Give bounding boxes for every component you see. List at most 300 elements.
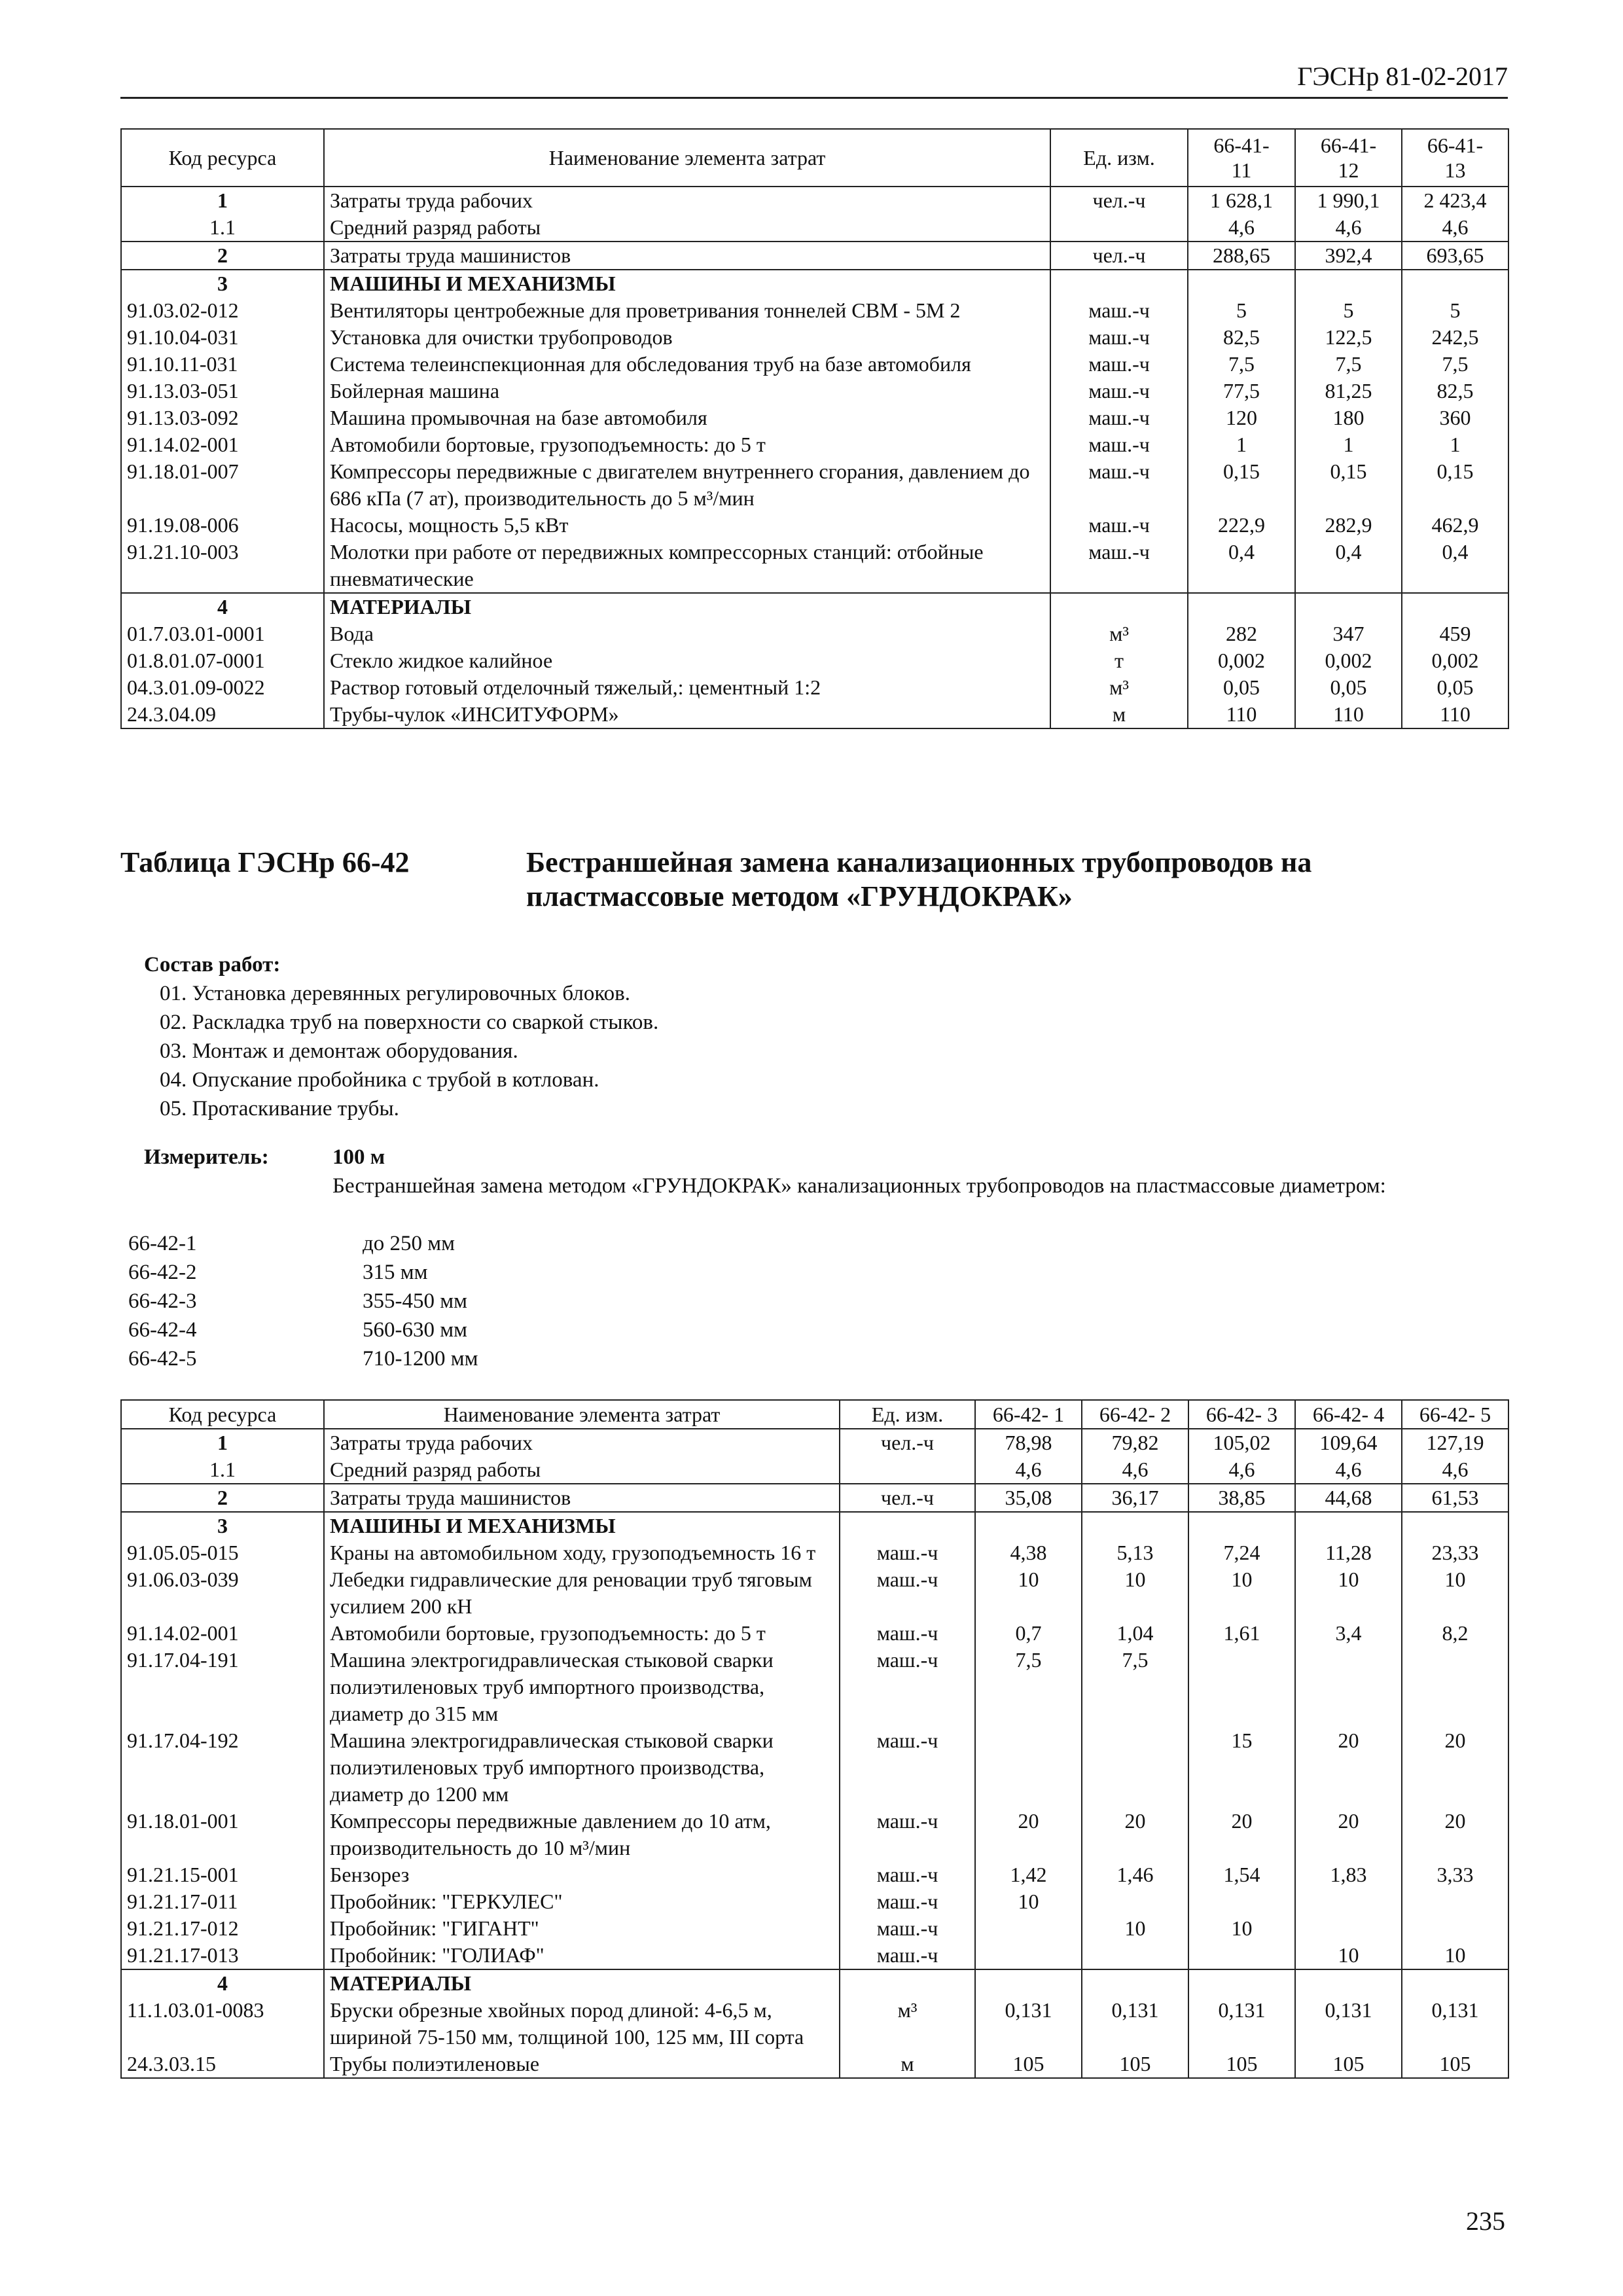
table-row <box>121 1566 1508 1620</box>
table-row <box>121 214 1508 242</box>
cell-value: 2 423,4 <box>1402 187 1508 214</box>
cell-value: 180 <box>1295 404 1402 431</box>
cell-value <box>1188 593 1295 620</box>
cell-code: 91.14.02-001 <box>121 431 324 458</box>
cell-value: 7,5 <box>1402 351 1508 378</box>
cell-name: МАТЕРИАЛЫ <box>324 593 1050 620</box>
col-header-unit: Ед. изм. <box>840 1400 975 1429</box>
running-header <box>120 63 1508 99</box>
variant-value: 355-450 мм <box>363 1289 468 1313</box>
cell-value <box>1402 1647 1508 1727</box>
col-header-variant: 66-41- 13 <box>1402 129 1508 187</box>
cell-value: 44,68 <box>1295 1484 1402 1512</box>
variant-code: 66-42-4 <box>128 1318 197 1342</box>
cell-value: 1,46 <box>1082 1861 1188 1888</box>
cell-value: 4,6 <box>1295 214 1402 242</box>
cell-value: 0,4 <box>1188 539 1295 593</box>
cell-value: 110 <box>1402 701 1508 728</box>
cell-value: 81,25 <box>1295 378 1402 404</box>
cell-value: 10 <box>975 1888 1082 1915</box>
section-row <box>121 242 1508 270</box>
cell-value: 4,6 <box>1402 214 1508 242</box>
cell-value: 3,4 <box>1295 1620 1402 1647</box>
cell-value: 282,9 <box>1295 512 1402 539</box>
cell-value <box>1188 1942 1295 1969</box>
table-row <box>121 512 1508 539</box>
cell-code: 91.13.03-051 <box>121 378 324 404</box>
cell-unit: маш.-ч <box>840 1539 975 1566</box>
cell-unit <box>840 1969 975 1997</box>
cell-unit: маш.-ч <box>840 1808 975 1861</box>
cell-name: Машина электрогидравлическая стыковой сварки полиэтиленовых труб импортного производства, диаметр до 315 мм <box>324 1647 840 1727</box>
cell-value <box>1402 593 1508 620</box>
section-row <box>121 593 1508 620</box>
cell-value: 1,83 <box>1295 1861 1402 1888</box>
cell-value <box>1402 1915 1508 1942</box>
cell-value: 222,9 <box>1188 512 1295 539</box>
cell-code: 1.1 <box>121 1456 324 1484</box>
cell-value: 10 <box>975 1566 1082 1620</box>
cell-value: 5 <box>1188 297 1295 324</box>
col-header-variant: 66-42- 2 <box>1082 1400 1188 1429</box>
cell-value: 7,5 <box>1295 351 1402 378</box>
cell-name: Компрессоры передвижные с двигателем внутреннего сгорания, давлением до 686 кПа (7 ат), производительность до 5 м³/мин <box>324 458 1050 512</box>
cell-name: Бруски обрезные хвойных пород длиной: 4-6,5 м, шириной 75-150 мм, толщиной 100, 125 мм, III сорта <box>324 1997 840 2051</box>
cell-name: Затраты труда машинистов <box>324 1484 840 1512</box>
works-item: 05. Протаскивание трубы. <box>160 1097 399 1121</box>
cell-value <box>1188 1969 1295 1997</box>
cell-value: 1,42 <box>975 1861 1082 1888</box>
works-item: 04. Опускание пробойника с трубой в котлован. <box>160 1068 599 1092</box>
variant-value: 315 мм <box>363 1261 428 1284</box>
cell-code: 4 <box>121 1969 324 1997</box>
cell-value: 10 <box>1188 1566 1295 1620</box>
cell-value <box>1402 1512 1508 1539</box>
cell-value: 7,24 <box>1188 1539 1295 1566</box>
cell-value: 4,6 <box>1188 214 1295 242</box>
cell-code: 91.21.15-001 <box>121 1861 324 1888</box>
cell-value <box>1295 1647 1402 1727</box>
cell-code: 91.21.10-003 <box>121 539 324 593</box>
cell-unit: м <box>1050 701 1188 728</box>
table-row <box>121 2051 1508 2078</box>
cell-value <box>1082 1969 1188 1997</box>
cell-code: 91.17.04-192 <box>121 1727 324 1808</box>
cell-value: 1 <box>1295 431 1402 458</box>
table-header-row <box>121 1400 1508 1429</box>
cell-code: 24.3.04.09 <box>121 701 324 728</box>
cell-unit <box>1050 270 1188 297</box>
cell-value: 61,53 <box>1402 1484 1508 1512</box>
cell-value: 122,5 <box>1295 324 1402 351</box>
cell-name: Стекло жидкое калийное <box>324 647 1050 674</box>
table-row <box>121 378 1508 404</box>
cell-name: Вода <box>324 620 1050 647</box>
cell-code: 91.21.17-011 <box>121 1888 324 1915</box>
cell-unit: маш.-ч <box>840 1620 975 1647</box>
cell-unit: маш.-ч <box>1050 297 1188 324</box>
cell-value: 0,131 <box>1295 1997 1402 2051</box>
cell-code: 3 <box>121 270 324 297</box>
cell-value: 0,131 <box>1188 1997 1295 2051</box>
cell-name: МАТЕРИАЛЫ <box>324 1969 840 1997</box>
cell-value <box>1082 1512 1188 1539</box>
table-body <box>121 187 1508 728</box>
col-header-variant: 66-41- 12 <box>1295 129 1402 187</box>
table-row <box>121 1647 1508 1727</box>
cell-value <box>1295 1969 1402 1997</box>
cell-unit: маш.-ч <box>1050 404 1188 431</box>
cell-value: 1,04 <box>1082 1620 1188 1647</box>
cell-value <box>1082 1888 1188 1915</box>
cell-value: 0,131 <box>1082 1997 1188 2051</box>
cell-code: 91.18.01-007 <box>121 458 324 512</box>
cell-value: 105,02 <box>1188 1429 1295 1456</box>
cell-value: 105 <box>1402 2051 1508 2078</box>
section-row <box>121 1484 1508 1512</box>
table-row <box>121 539 1508 593</box>
meter-description: Бестраншейная замена методом «ГРУНДОКРАК» канализационных трубопроводов на пластмассовые диаметром: <box>332 1174 1386 1198</box>
cell-value: 7,5 <box>975 1647 1082 1727</box>
table-row <box>121 404 1508 431</box>
table-code: Таблица ГЭСНр 66-42 <box>120 846 410 878</box>
cell-name: Затраты труда рабочих <box>324 187 1050 214</box>
cell-value: 3,33 <box>1402 1861 1508 1888</box>
cell-value: 4,6 <box>1295 1456 1402 1484</box>
cell-value: 10 <box>1082 1915 1188 1942</box>
table-row <box>121 458 1508 512</box>
section-row <box>121 270 1508 297</box>
cell-unit: м³ <box>1050 674 1188 701</box>
cell-value: 105 <box>1295 2051 1402 2078</box>
table-row <box>121 431 1508 458</box>
col-header-code: Код ресурса <box>121 1400 324 1429</box>
works-item: 02. Раскладка труб на поверхности со сваркой стыков. <box>160 1011 659 1034</box>
cell-value: 10 <box>1295 1942 1402 1969</box>
cell-value <box>1295 1512 1402 1539</box>
table-row <box>121 701 1508 728</box>
table-row <box>121 1456 1508 1484</box>
cell-value: 20 <box>1188 1808 1295 1861</box>
cell-name: Автомобили бортовые, грузоподъемность: до 5 т <box>324 431 1050 458</box>
cell-value <box>1295 1915 1402 1942</box>
cell-name: МАШИНЫ И МЕХАНИЗМЫ <box>324 1512 840 1539</box>
cell-unit: маш.-ч <box>1050 324 1188 351</box>
cell-name: Бойлерная машина <box>324 378 1050 404</box>
col-header-name: Наименование элемента затрат <box>324 129 1050 187</box>
table-header-row <box>121 129 1508 187</box>
document-code: ГЭСНр 81-02-2017 <box>1297 62 1508 91</box>
cell-value: 1 628,1 <box>1188 187 1295 214</box>
col-header-variant: 66-41- 11 <box>1188 129 1295 187</box>
cell-code: 91.14.02-001 <box>121 1620 324 1647</box>
cell-code: 1 <box>121 1429 324 1456</box>
col-header-name: Наименование элемента затрат <box>324 1400 840 1429</box>
cell-value: 1,54 <box>1188 1861 1295 1888</box>
cell-value: 0,131 <box>975 1997 1082 2051</box>
cell-unit: чел.-ч <box>840 1484 975 1512</box>
cell-code: 1.1 <box>121 214 324 242</box>
cell-code: 1 <box>121 187 324 214</box>
cell-name: Затраты труда машинистов <box>324 242 1050 270</box>
cell-code: 4 <box>121 593 324 620</box>
cell-name: Насосы, мощность 5,5 кВт <box>324 512 1050 539</box>
cell-name: Автомобили бортовые, грузоподъемность: до 5 т <box>324 1620 840 1647</box>
table-row <box>121 620 1508 647</box>
cell-unit: маш.-ч <box>840 1727 975 1808</box>
cell-unit: чел.-ч <box>1050 187 1188 214</box>
cell-value: 127,19 <box>1402 1429 1508 1456</box>
cell-value: 0,05 <box>1295 674 1402 701</box>
cell-value: 1,61 <box>1188 1620 1295 1647</box>
cell-value: 82,5 <box>1402 378 1508 404</box>
cell-value: 693,65 <box>1402 242 1508 270</box>
cell-name: Пробойник: "ГОЛИАФ" <box>324 1942 840 1969</box>
cell-value: 77,5 <box>1188 378 1295 404</box>
table-row <box>121 1997 1508 2051</box>
cell-name: Машина электрогидравлическая стыковой сварки полиэтиленовых труб импортного производства, диаметр до 1200 мм <box>324 1727 840 1808</box>
cell-unit: чел.-ч <box>1050 242 1188 270</box>
cell-unit: маш.-ч <box>1050 458 1188 512</box>
cell-value: 0,05 <box>1188 674 1295 701</box>
col-header-variant: 66-42- 5 <box>1402 1400 1508 1429</box>
cell-value: 20 <box>1402 1808 1508 1861</box>
table-row <box>121 1727 1508 1808</box>
cell-value <box>1188 270 1295 297</box>
cell-name: Средний разряд работы <box>324 214 1050 242</box>
cell-code: 91.21.17-013 <box>121 1942 324 1969</box>
cell-value <box>1082 1727 1188 1808</box>
cell-unit: маш.-ч <box>840 1915 975 1942</box>
table-row <box>121 351 1508 378</box>
variant-code: 66-42-1 <box>128 1232 197 1255</box>
cell-value: 4,6 <box>1402 1456 1508 1484</box>
table-row <box>121 1888 1508 1915</box>
cell-value: 242,5 <box>1402 324 1508 351</box>
cell-value <box>1188 1647 1295 1727</box>
cell-code: 91.13.03-092 <box>121 404 324 431</box>
variant-value: 710-1200 мм <box>363 1347 478 1371</box>
table-row <box>121 674 1508 701</box>
cell-value: 7,5 <box>1082 1647 1188 1727</box>
cell-value: 4,6 <box>975 1456 1082 1484</box>
cell-value: 79,82 <box>1082 1429 1188 1456</box>
variant-value: до 250 мм <box>363 1232 455 1255</box>
cell-value: 105 <box>1082 2051 1188 2078</box>
variant-code: 66-42-5 <box>128 1347 197 1371</box>
cell-code: 91.21.17-012 <box>121 1915 324 1942</box>
cell-name: Бензорез <box>324 1861 840 1888</box>
table-row <box>121 324 1508 351</box>
cell-code: 91.05.05-015 <box>121 1539 324 1566</box>
cell-name: Молотки при работе от передвижных компрессорных станций: отбойные пневматические <box>324 539 1050 593</box>
cell-value <box>1295 593 1402 620</box>
resource-table-66-42 <box>120 1399 1509 2079</box>
cell-name: Установка для очистки трубопроводов <box>324 324 1050 351</box>
col-header-variant: 66-42- 3 <box>1188 1400 1295 1429</box>
cell-value: 78,98 <box>975 1429 1082 1456</box>
cell-code: 91.19.08-006 <box>121 512 324 539</box>
cell-value: 20 <box>1402 1727 1508 1808</box>
section-row <box>121 187 1508 214</box>
cell-value: 0,002 <box>1295 647 1402 674</box>
cell-name: Трубы-чулок «ИНСИТУФОРМ» <box>324 701 1050 728</box>
cell-unit <box>1050 214 1188 242</box>
meter-label: Измеритель: <box>144 1145 269 1169</box>
table-row <box>121 1539 1508 1566</box>
cell-value: 110 <box>1295 701 1402 728</box>
cell-value <box>1295 1888 1402 1915</box>
cell-code: 91.10.04-031 <box>121 324 324 351</box>
cell-code: 2 <box>121 1484 324 1512</box>
cell-value: 15 <box>1188 1727 1295 1808</box>
cell-unit: т <box>1050 647 1188 674</box>
cell-unit <box>840 1512 975 1539</box>
cell-value: 4,6 <box>1082 1456 1188 1484</box>
cell-value: 20 <box>975 1808 1082 1861</box>
cell-value: 20 <box>1295 1808 1402 1861</box>
cell-value: 20 <box>1295 1727 1402 1808</box>
cell-value: 462,9 <box>1402 512 1508 539</box>
cell-unit <box>1050 593 1188 620</box>
cell-value <box>975 1512 1082 1539</box>
cell-code: 24.3.03.15 <box>121 2051 324 2078</box>
cell-value: 1 <box>1188 431 1295 458</box>
cell-value: 110 <box>1188 701 1295 728</box>
cell-unit <box>840 1456 975 1484</box>
cell-name: Вентиляторы центробежные для проветривания тоннелей СВМ - 5М 2 <box>324 297 1050 324</box>
cell-unit: маш.-ч <box>840 1942 975 1969</box>
cell-value: 109,64 <box>1295 1429 1402 1456</box>
section-row <box>121 1429 1508 1456</box>
cell-value: 23,33 <box>1402 1539 1508 1566</box>
cell-value: 10 <box>1402 1942 1508 1969</box>
table-row <box>121 1808 1508 1861</box>
cell-value: 0,4 <box>1402 539 1508 593</box>
cell-unit: маш.-ч <box>840 1566 975 1620</box>
cell-value: 7,5 <box>1188 351 1295 378</box>
col-header-variant: 66-42- 4 <box>1295 1400 1402 1429</box>
cell-unit: маш.-ч <box>1050 351 1188 378</box>
cell-unit: маш.-ч <box>1050 539 1188 593</box>
table-row <box>121 297 1508 324</box>
cell-unit: маш.-ч <box>1050 378 1188 404</box>
cell-code: 91.17.04-191 <box>121 1647 324 1727</box>
works-heading: Состав работ: <box>144 953 281 977</box>
meter-unit: 100 м <box>332 1145 385 1169</box>
cell-value: 5 <box>1402 297 1508 324</box>
section-row <box>121 1512 1508 1539</box>
cell-unit: маш.-ч <box>1050 431 1188 458</box>
works-item: 03. Монтаж и демонтаж оборудования. <box>160 1039 518 1063</box>
table-row <box>121 1620 1508 1647</box>
cell-value: 0,7 <box>975 1620 1082 1647</box>
cell-value: 36,17 <box>1082 1484 1188 1512</box>
cell-unit: м <box>840 2051 975 2078</box>
cell-value <box>1082 1942 1188 1969</box>
cell-code: 91.18.01-001 <box>121 1808 324 1861</box>
cell-name: Трубы полиэтиленовые <box>324 2051 840 2078</box>
table-body <box>121 1429 1508 2078</box>
cell-name: Машина промывочная на базе автомобиля <box>324 404 1050 431</box>
cell-name: Раствор готовый отделочный тяжелый,: цементный 1:2 <box>324 674 1050 701</box>
table-title: Бестраншейная замена канализационных трубопроводов на пластмассовые методом «ГРУНДОКРАК» <box>526 846 1312 912</box>
cell-value: 0,4 <box>1295 539 1402 593</box>
cell-value <box>975 1969 1082 1997</box>
table-row <box>121 1942 1508 1969</box>
cell-value: 10 <box>1082 1566 1188 1620</box>
variant-value: 560-630 мм <box>363 1318 468 1342</box>
table-row <box>121 1861 1508 1888</box>
cell-value: 38,85 <box>1188 1484 1295 1512</box>
cell-code: 91.10.11-031 <box>121 351 324 378</box>
works-list <box>144 950 658 1123</box>
cell-value: 0,05 <box>1402 674 1508 701</box>
page-number: 235 <box>1466 2206 1505 2236</box>
cell-code: 2 <box>121 242 324 270</box>
cell-value: 11,28 <box>1295 1539 1402 1566</box>
cell-code: 01.7.03.01-0001 <box>121 620 324 647</box>
cell-name: Средний разряд работы <box>324 1456 840 1484</box>
cell-value: 360 <box>1402 404 1508 431</box>
cell-name: Пробойник: "ГИГАНТ" <box>324 1915 840 1942</box>
cell-value <box>1295 270 1402 297</box>
cell-name: Краны на автомобильном ходу, грузоподъемность 16 т <box>324 1539 840 1566</box>
resource-table-66-41 <box>120 128 1509 729</box>
cell-value: 8,2 <box>1402 1620 1508 1647</box>
cell-value: 35,08 <box>975 1484 1082 1512</box>
cell-value: 459 <box>1402 620 1508 647</box>
cell-code: 01.8.01.07-0001 <box>121 647 324 674</box>
table-row <box>121 1915 1508 1942</box>
variant-code: 66-42-2 <box>128 1261 197 1284</box>
cell-value <box>1402 1969 1508 1997</box>
cell-value: 10 <box>1402 1566 1508 1620</box>
cell-value: 1 <box>1402 431 1508 458</box>
cell-unit: маш.-ч <box>840 1888 975 1915</box>
col-header-variant: 66-42- 1 <box>975 1400 1082 1429</box>
section-row <box>121 1969 1508 1997</box>
variant-code: 66-42-3 <box>128 1289 197 1313</box>
works-item: 01. Установка деревянных регулировочных блоков. <box>160 982 631 1005</box>
cell-value: 0,002 <box>1402 647 1508 674</box>
cell-value: 0,15 <box>1188 458 1295 512</box>
cell-unit: м³ <box>1050 620 1188 647</box>
cell-value <box>975 1942 1082 1969</box>
cell-value: 10 <box>1188 1915 1295 1942</box>
cell-code: 11.1.03.01-0083 <box>121 1997 324 2051</box>
cell-code: 91.03.02-012 <box>121 297 324 324</box>
table-row <box>121 647 1508 674</box>
cell-code: 3 <box>121 1512 324 1539</box>
cell-value: 20 <box>1082 1808 1188 1861</box>
cell-value: 392,4 <box>1295 242 1402 270</box>
cell-value: 288,65 <box>1188 242 1295 270</box>
cell-value: 4,6 <box>1188 1456 1295 1484</box>
cell-name: Компрессоры передвижные давлением до 10 атм, производительность до 10 м³/мин <box>324 1808 840 1861</box>
cell-value: 347 <box>1295 620 1402 647</box>
cell-code: 04.3.01.09-0022 <box>121 674 324 701</box>
cell-code: 91.06.03-039 <box>121 1566 324 1620</box>
cell-value: 105 <box>1188 2051 1295 2078</box>
cell-value: 105 <box>975 2051 1082 2078</box>
cell-unit: маш.-ч <box>840 1861 975 1888</box>
cell-value: 82,5 <box>1188 324 1295 351</box>
cell-name: Затраты труда рабочих <box>324 1429 840 1456</box>
cell-value: 0,15 <box>1295 458 1402 512</box>
cell-value: 10 <box>1295 1566 1402 1620</box>
col-header-code: Код ресурса <box>121 129 324 187</box>
